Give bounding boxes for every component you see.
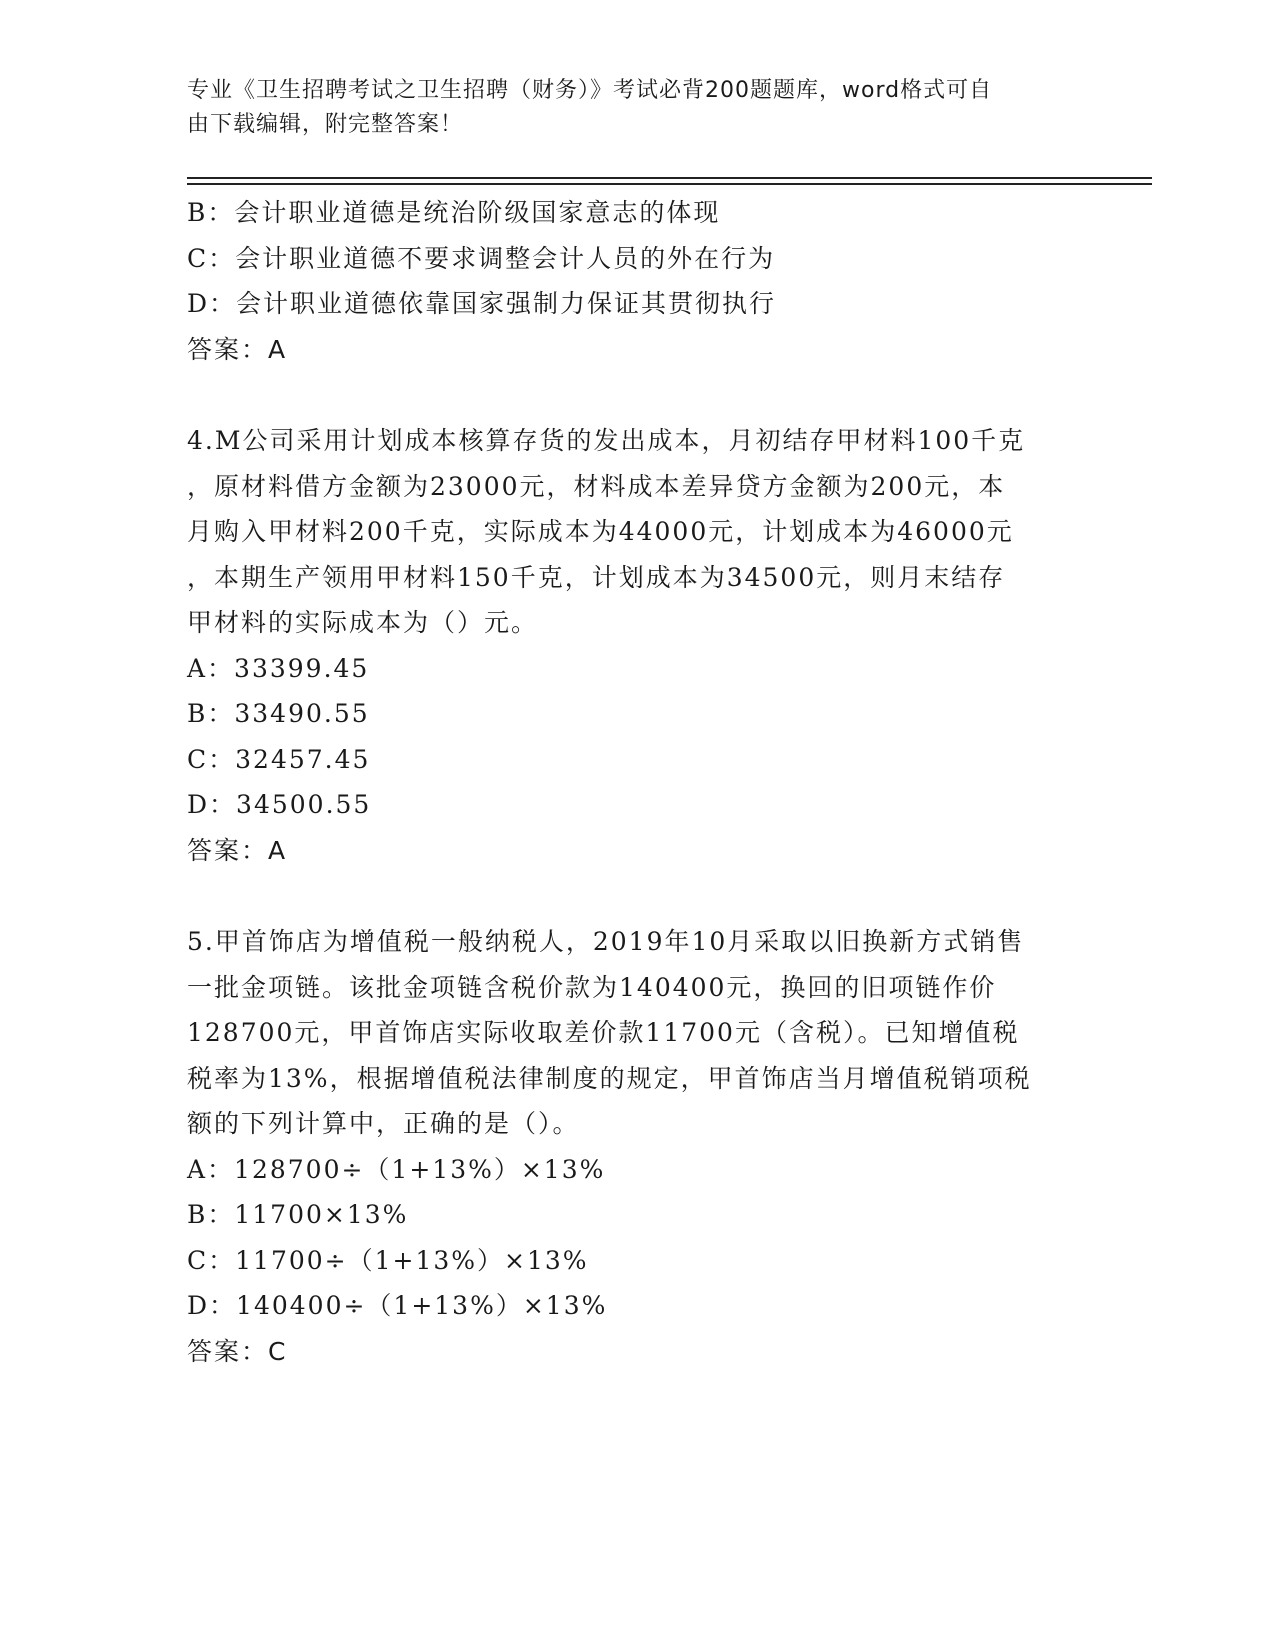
- question-4-answer: 答案：A: [187, 835, 288, 865]
- question-4-text-line: 甲材料的实际成本为（）元。: [187, 608, 539, 637]
- document-content: [187, 190, 1087, 1374]
- question-4-option-c: C：32457.45: [187, 744, 371, 774]
- question-5-option-c: C：11700÷（1+13%）×13%: [187, 1245, 589, 1275]
- question-4-text-line: 月购入甲材料200千克，实际成本为44000元，计划成本为46000元: [187, 517, 1014, 546]
- question-5-text-line: 128700元，甲首饰店实际收取差价款11700元（含税）。已知增值税: [187, 1018, 1020, 1047]
- question-5-answer: 答案：C: [187, 1336, 288, 1366]
- question-4-text-line: ，原材料借方金额为23000元，材料成本差异贷方金额为200元，本: [187, 471, 1006, 501]
- header-line-2: 由下载编辑，附完整答案！: [187, 112, 464, 137]
- question-5-option-b: B：11700×13%: [187, 1200, 409, 1229]
- header-divider-bottom: [187, 183, 1152, 185]
- spacer: [187, 372, 1087, 418]
- question-4-text-line: ，本期生产领用甲材料150千克，计划成本为34500元，则月末结存: [187, 562, 1006, 592]
- question-5-text-line: 5.甲首饰店为增值税一般纳税人，2019年10月采取以旧换新方式销售: [187, 927, 1025, 956]
- question-5-option-a: A：128700÷（1+13%）×13%: [187, 1154, 606, 1184]
- question-5-text-line: 税率为13%，根据增值税法律制度的规定，甲首饰店当月增值税销项税: [187, 1063, 1032, 1093]
- question-4-block: [187, 418, 1087, 873]
- question-4-text-line: 4.M公司采用计划成本核算存货的发出成本，月初结存甲材料100千克: [187, 426, 1026, 455]
- question-5-block: [187, 919, 1087, 1374]
- question-5-text-line: 额的下列计算中，正确的是（）。: [187, 1109, 580, 1138]
- question-5-text-line: 一批金项链。该批金项链含税价款为140400元，换回的旧项链作价: [187, 972, 997, 1002]
- header-line-1: 专业《卫生招聘考试之卫生招聘（财务）》考试必背200题题库，word格式可自: [187, 78, 993, 103]
- question-4-option-b: B：33490.55: [187, 699, 370, 728]
- question-3-answer: 答案：A: [187, 334, 288, 364]
- question-5-option-d: D：140400÷（1+13%）×13%: [187, 1291, 608, 1320]
- question-4-option-a: A：33399.45: [187, 653, 370, 683]
- question-4-option-d: D：34500.55: [187, 790, 372, 819]
- question-3-option-b: B：会计职业道德是统治阶级国家意志的体现: [187, 198, 721, 227]
- question-3-block: [187, 190, 1087, 372]
- spacer: [187, 873, 1087, 919]
- question-3-option-d: D：会计职业道德依靠国家强制力保证其贯彻执行: [187, 289, 777, 318]
- question-3-option-c: C：会计职业道德不要求调整会计人员的外在行为: [187, 243, 776, 273]
- document-header: [187, 74, 1067, 142]
- header-divider-top: [187, 177, 1152, 179]
